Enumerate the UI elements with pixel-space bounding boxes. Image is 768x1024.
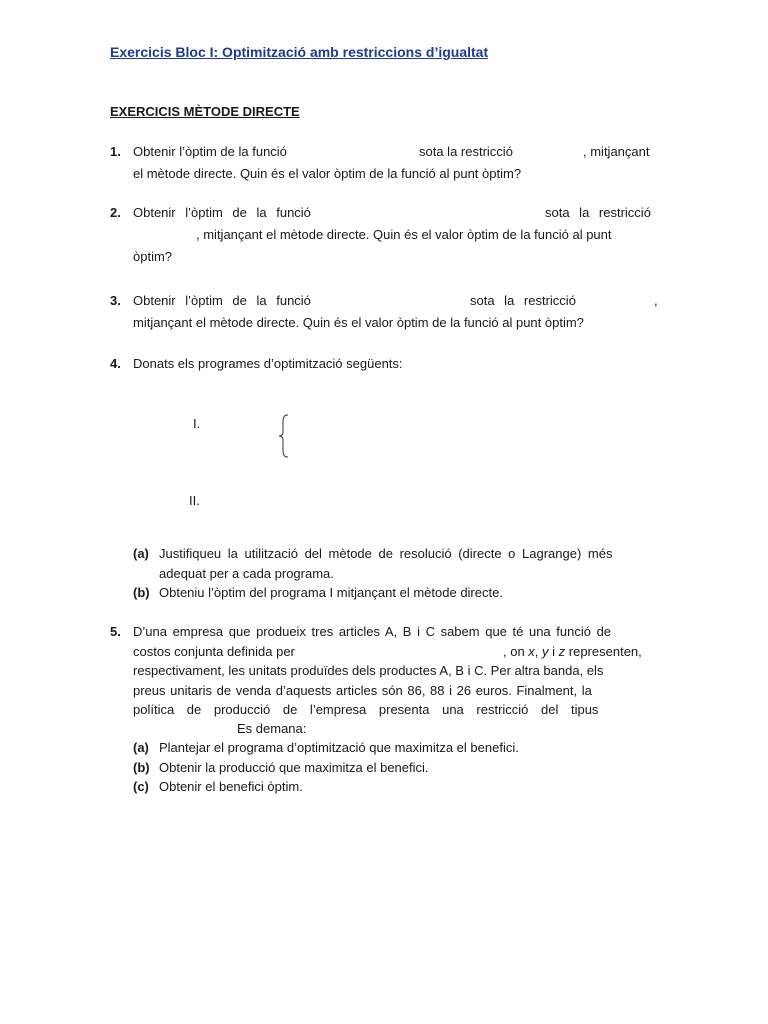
exercise-4-a-line1: Justifiqueu la utilització del mètode de resolució (directe o Lagrange) més xyxy=(159,546,613,561)
exercise-5-b-label: (b) xyxy=(133,760,150,775)
exercise-4-b-label: (b) xyxy=(133,585,150,600)
exercise-2-text-b: sota la restricció xyxy=(545,205,651,220)
exercise-5-a-text: Plantejar el programa d’optimització que maximitza el benefici. xyxy=(159,740,519,755)
exercise-5-line2a: costos conjunta definida per xyxy=(133,644,295,659)
exercise-2-number: 2. xyxy=(110,205,121,220)
exercise-3-text-c: , xyxy=(654,293,658,308)
exercise-1-number: 1. xyxy=(110,144,121,159)
exercise-2-line2: , mitjançant el mètode directe. Quin és el valor òptim de la funció al punt xyxy=(196,227,612,242)
exercise-5-line4: preus unitaris de venda d’aquests articles són 86, 88 i 26 euros. Finalment, la xyxy=(133,683,592,698)
exercise-1-line2: el mètode directe. Quin és el valor òptim de la funció al punt òptim? xyxy=(133,166,522,181)
exercise-5-a-label: (a) xyxy=(133,740,149,755)
exercise-5-line1: D’una empresa que produeix tres articles A, B i C sabem que té una funció de xyxy=(133,624,612,639)
exercise-5-line3: respectivament, les unitats produïdes dels productes A, B i C. Per altra banda, els xyxy=(133,663,604,678)
exercise-3-line2: mitjançant el mètode directe. Quin és el valor òptim de la funció al punt òptim? xyxy=(133,315,584,330)
exercise-5-c-text: Obtenir el benefici òptim. xyxy=(159,779,303,794)
exercise-2-line3: òptim? xyxy=(133,249,173,264)
exercise-5-line6: Es demana: xyxy=(237,721,307,736)
exercise-3-text-b: sota la restricció xyxy=(470,293,576,308)
exercise-5-line5: política de producció de l’empresa presenta una restricció del tipus xyxy=(133,702,599,717)
exercise-5-line2b: , on x, y i z representen, xyxy=(503,644,642,659)
page-title[interactable]: Exercicis Bloc I: Optimització amb restriccions d’igualtat xyxy=(110,44,489,60)
left-brace-icon xyxy=(278,414,290,458)
exercise-5-c-label: (c) xyxy=(133,779,149,794)
exercise-4-number: 4. xyxy=(110,356,121,371)
exercise-5-number: 5. xyxy=(110,624,121,639)
exercise-3-number: 3. xyxy=(110,293,121,308)
exercise-1-text-b: sota la restricció xyxy=(419,144,513,159)
exercise-4-intro: Donats els programes d’optimització següents: xyxy=(133,356,403,371)
program-1-label: I. xyxy=(193,416,201,431)
exercise-4-a-label: (a) xyxy=(133,546,149,561)
exercise-4-b-text: Obteniu l’òptim del programa I mitjançant el mètode directe. xyxy=(159,585,503,600)
exercise-2-text-a: Obtenir l’òptim de la funció xyxy=(133,205,311,220)
exercise-3-text-a: Obtenir l’òptim de la funció xyxy=(133,293,311,308)
program-2-label: II. xyxy=(189,493,200,508)
exercise-1-text-c: , mitjançant xyxy=(583,144,650,159)
exercise-4-a-line2: adequat per a cada programa. xyxy=(159,566,334,581)
section-title: EXERCICIS MÈTODE DIRECTE xyxy=(110,104,300,119)
exercise-1-text-a: Obtenir l’òptim de la funció xyxy=(133,144,287,159)
exercise-5-b-text: Obtenir la producció que maximitza el benefici. xyxy=(159,760,429,775)
